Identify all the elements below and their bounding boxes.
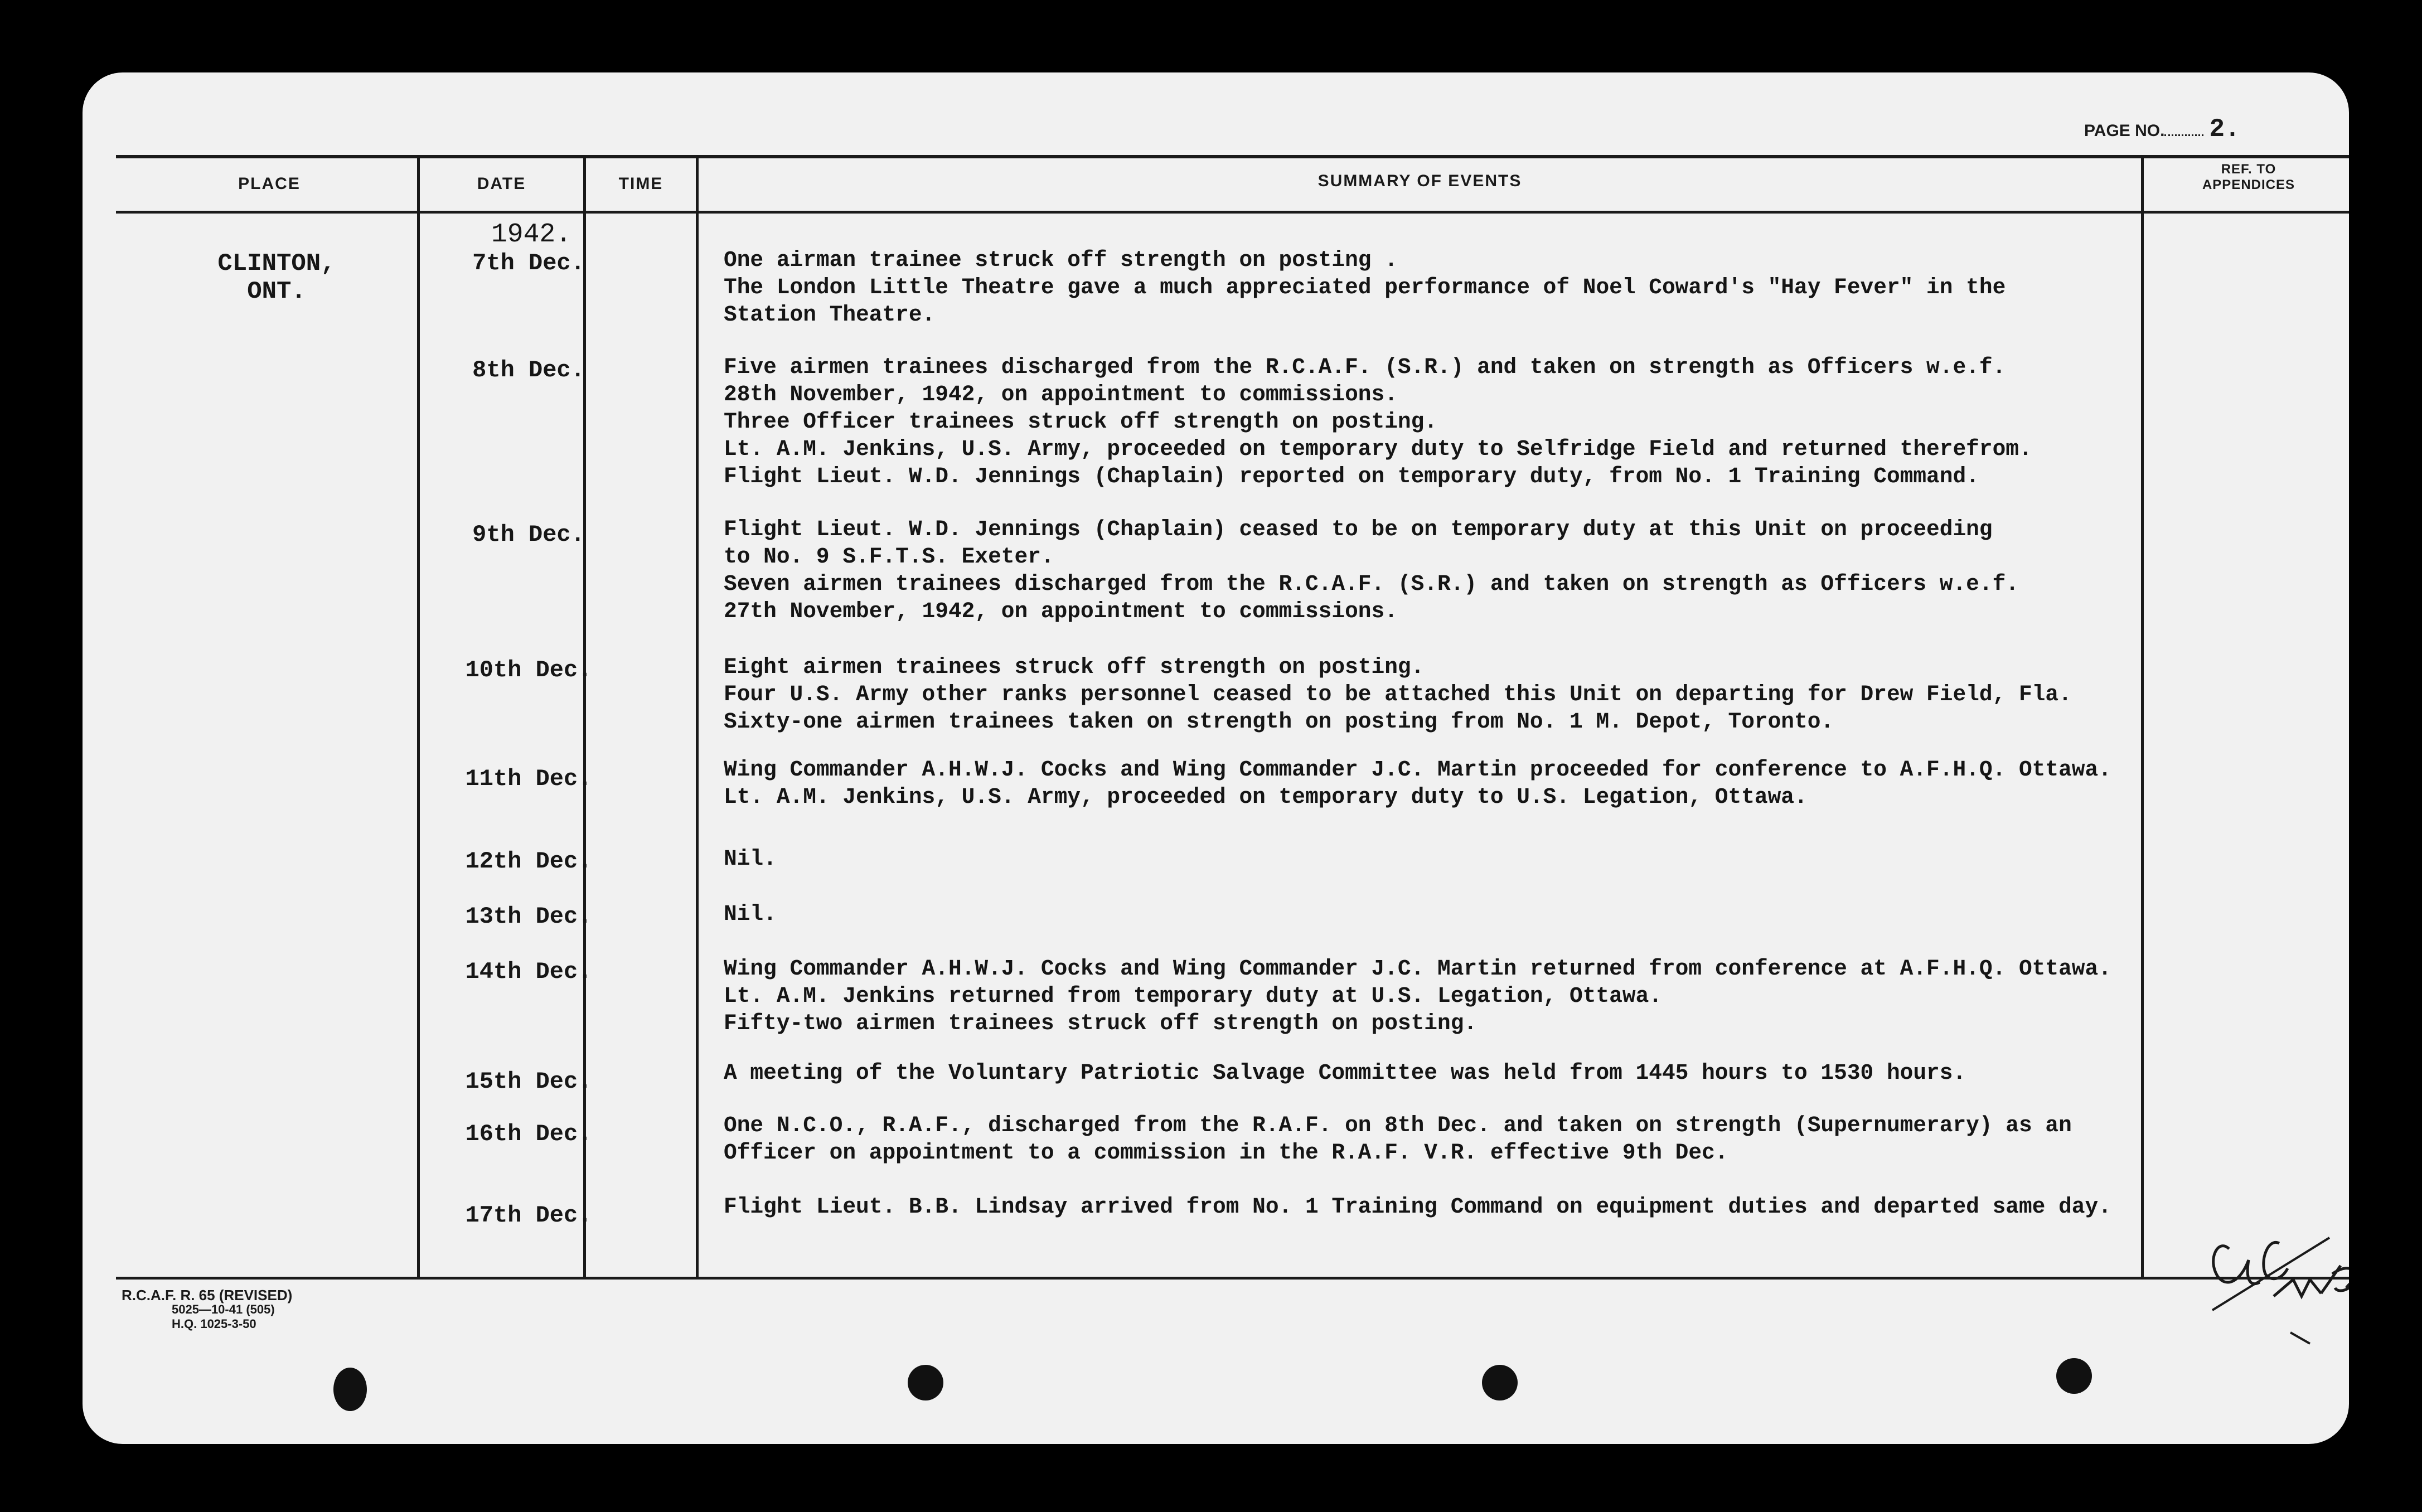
form-number: R.C.A.F. R. 65 (REVISED) bbox=[122, 1287, 293, 1303]
entry-text: Wing Commander A.H.W.J. Cocks and Wing Commander J.C. Martin proceeded for conference to A.F.H.Q. Ottawa. Lt. A.M. Jenkins, U.S. Army, proceeded on temporary duty to U.S. Legation, Ottawa. bbox=[724, 757, 2111, 810]
entry-text: Wing Commander A.H.W.J. Cocks and Wing Commander J.C. Martin returned from conference at A.F.H.Q. Ottawa. Lt. A.M. Jenkins returned from temporary duty at U.S. Legation, Ottawa. Fifty-two airmen trainees struck off strength on posting. bbox=[724, 956, 2111, 1036]
page-number-value: 2. bbox=[2209, 115, 2240, 144]
place-text: CLINTON, ONT. bbox=[217, 250, 336, 306]
col-header-summary: SUMMARY OF EVENTS bbox=[1317, 172, 1522, 190]
entry-date: 7th Dec. bbox=[472, 250, 585, 277]
year-text: 1942. bbox=[491, 220, 572, 250]
entry-date: 15th Dec. bbox=[465, 1068, 592, 1095]
page-number-dots bbox=[2164, 134, 2203, 136]
entry-text: Eight airmen trainees struck off strength on posting. Four U.S. Army other ranks personnel ceased to be attached this Unit on departing for Drew Field, Fla. Sixty-one airmen trainees taken on strength on posting from No. 1 M. Depot, Toronto. bbox=[724, 655, 2072, 734]
entry-text: Nil. bbox=[724, 902, 777, 927]
entry-text: A meeting of the Voluntary Patriotic Salvage Committee was held from 1445 hours to 1530 hours. bbox=[724, 1060, 1966, 1085]
entry-date: 17th Dec. bbox=[465, 1202, 592, 1229]
punch-hole bbox=[333, 1368, 367, 1411]
col-header-date: DATE bbox=[477, 175, 526, 193]
handwritten-initials bbox=[2196, 1199, 2349, 1366]
page-number-label: PAGE NO. bbox=[2084, 122, 2165, 140]
entry-text: Five airmen trainees discharged from the R.C.A.F. (S.R.) and taken on strength as Officers w.e.f. 28th November, 1942, on appointment to commissions. Three Officer trainees struck off strength on posting. Lt. A.M. Jenkins, U.S. Army, proceeded on temporary duty to Selfridge Field and returned therefrom. Flight Lieut. W.D. Jennings (Chaplain) reported on temporary duty, from No. 1 Training Command. bbox=[724, 355, 2032, 489]
entry-text: Flight Lieut. B.B. Lindsay arrived from No. 1 Training Command on equipment duties and departed same day. bbox=[724, 1194, 2111, 1219]
entry-date: 8th Dec. bbox=[472, 357, 585, 384]
col-divider-date bbox=[583, 156, 586, 1280]
punch-hole bbox=[908, 1365, 943, 1400]
col-header-place: PLACE bbox=[238, 175, 301, 193]
top-rule bbox=[116, 155, 2349, 158]
entry-date: 11th Dec. bbox=[465, 765, 592, 792]
entry-text: One N.C.O., R.A.F., discharged from the R.A.F. on 8th Dec. and taken on strength (Supernumerary) as an Officer on appointment to a commission in the R.A.F. V.R. effective 9th Dec. bbox=[724, 1113, 2072, 1165]
col-header-ref: REF. TO APPENDICES bbox=[2202, 162, 2295, 192]
col-divider-place bbox=[417, 156, 420, 1280]
page-number bbox=[2084, 115, 2240, 144]
diary-sheet bbox=[83, 72, 2349, 1444]
entry-date: 12th Dec. bbox=[465, 848, 592, 875]
col-header-time: TIME bbox=[618, 175, 663, 193]
col-divider-time bbox=[696, 156, 699, 1280]
form-print-line: 5025—10-41 (505) bbox=[172, 1302, 275, 1316]
entry-date: 10th Dec. bbox=[465, 657, 592, 684]
entry-date: 13th Dec. bbox=[465, 903, 592, 930]
punch-hole bbox=[1482, 1365, 1518, 1400]
punch-hole bbox=[2056, 1358, 2092, 1394]
form-footer bbox=[122, 1288, 292, 1331]
bottom-rule bbox=[116, 1277, 2349, 1280]
entry-date: 16th Dec. bbox=[465, 1121, 592, 1147]
entry-text: Nil. bbox=[724, 846, 777, 871]
entry-text: One airman trainee struck off strength on posting . The London Little Theatre gave a much appreciated performance of Noel Coward's "Hay Fever" in the Station Theatre. bbox=[724, 248, 2006, 327]
entry-date: 14th Dec. bbox=[465, 958, 592, 985]
form-hq-line: H.Q. 1025-3-50 bbox=[172, 1317, 256, 1331]
entry-date: 9th Dec. bbox=[472, 521, 585, 548]
entry-text: Flight Lieut. W.D. Jennings (Chaplain) ceased to be on temporary duty at this Unit on proceeding to No. 9 S.F.T.S. Exeter. Seven airmen trainees discharged from the R.C.A.F. (S.R.) and taken on strength as Officers w.e.f. 27th November, 1942, on appointment to commissions. bbox=[724, 517, 2019, 624]
header-bottom-rule bbox=[116, 211, 2349, 214]
